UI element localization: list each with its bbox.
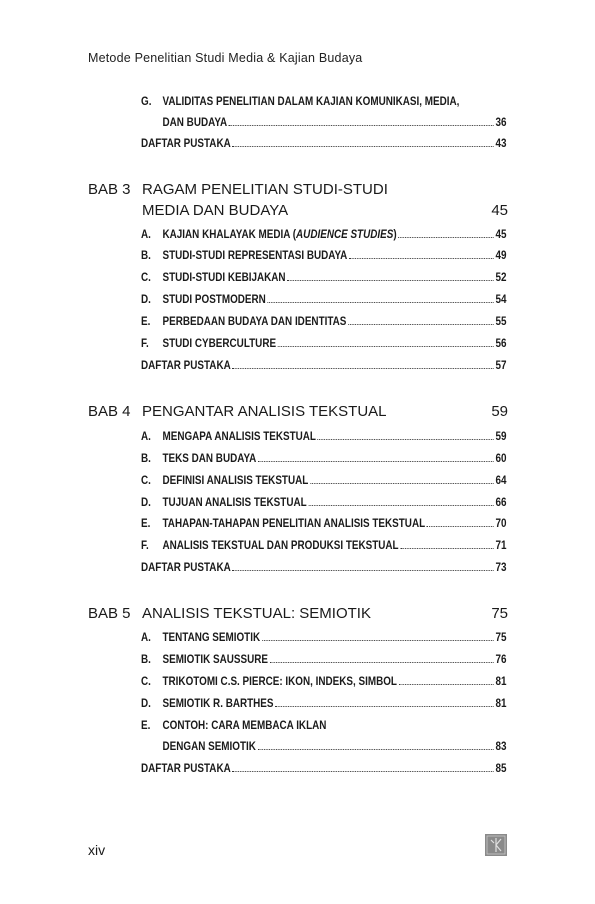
entry-letter: G.: [141, 96, 152, 108]
leader-dots: [258, 461, 494, 462]
entry-title: VALIDITAS PENELITIAN DALAM KAJIAN KOMUNIKASI, MEDIA,: [162, 96, 460, 108]
toc-entry-bibliography[interactable]: [141, 562, 507, 578]
chapter-label: BAB 3: [88, 181, 131, 198]
page-number: xiv: [88, 842, 106, 858]
leader-dots: [270, 662, 494, 663]
entry-page: 45: [495, 229, 507, 241]
toc-entry[interactable]: [141, 316, 507, 332]
entry-title: DAFTAR PUSTAKA: [141, 138, 231, 150]
chapter-title: RAGAM PENELITIAN STUDI-STUDI: [142, 181, 388, 198]
entry-title: TEKS DAN BUDAYA: [162, 453, 257, 465]
entry-title: SEMIOTIK R. BARTHES: [162, 698, 274, 710]
entry-page: 66: [495, 497, 507, 509]
entry-page: 52: [495, 272, 507, 284]
entry-page: 60: [495, 453, 507, 465]
entry-page: 76: [495, 654, 507, 666]
leader-dots: [287, 280, 493, 281]
entry-page: 71: [495, 540, 507, 552]
toc-entry[interactable]: [141, 475, 507, 491]
chapter-title: PENGANTAR ANALISIS TEKSTUAL: [142, 403, 387, 420]
entry-title: STUDI POSTMODERN: [162, 294, 266, 306]
entry-letter: E.: [141, 720, 151, 732]
toc-entry[interactable]: [141, 497, 507, 513]
entry-title: DAFTAR PUSTAKA: [141, 763, 231, 775]
toc-entry[interactable]: [141, 272, 507, 288]
entry-letter: A.: [141, 431, 151, 443]
leader-dots: [232, 570, 493, 571]
toc-entry[interactable]: [141, 250, 507, 266]
toc-entry-bibliography[interactable]: [141, 360, 507, 376]
entry-letter: B.: [141, 453, 151, 465]
entry-title: STUDI-STUDI KEBIJAKAN: [162, 272, 286, 284]
entry-page: 85: [495, 763, 507, 775]
entry-letter: C.: [141, 272, 151, 284]
chapter-label: BAB 4: [88, 403, 131, 420]
entry-title: MENGAPA ANALISIS TEKSTUAL: [162, 431, 316, 443]
leader-dots: [427, 526, 494, 527]
leader-dots: [348, 324, 494, 325]
toc-entry[interactable]: [141, 96, 507, 112]
entry-title-cont: DENGAN SEMIOTIK: [162, 741, 256, 753]
toc-entry[interactable]: [141, 431, 507, 447]
toc-entry[interactable]: [141, 338, 507, 354]
entry-title: ANALISIS TEKSTUAL DAN PRODUKSI TEKSTUAL: [162, 540, 399, 552]
chapter-page: 75: [491, 605, 508, 622]
entry-page: 73: [495, 562, 507, 574]
leader-dots: [262, 640, 494, 641]
chapter-title-line2: MEDIA DAN BUDAYA: [142, 202, 289, 219]
chapter-title: ANALISIS TEKSTUAL: SEMIOTIK: [142, 605, 371, 622]
toc-entry[interactable]: [141, 540, 507, 556]
entry-letter: E.: [141, 518, 151, 530]
entry-letter: C.: [141, 676, 151, 688]
entry-title-italic: AUDIENCE STUDIES: [296, 229, 394, 241]
entry-letter: A.: [141, 229, 151, 241]
chapter-page: 59: [491, 403, 508, 420]
entry-page: 43: [495, 138, 507, 150]
entry-title: TENTANG SEMIOTIK: [162, 632, 261, 644]
entry-title: CONTOH: CARA MEMBACA IKLAN: [162, 720, 327, 732]
leader-dots: [275, 706, 494, 707]
entry-title: DAFTAR PUSTAKA: [141, 360, 231, 372]
entry-letter: E.: [141, 316, 151, 328]
leader-dots: [349, 258, 494, 259]
entry-page: 64: [495, 475, 507, 487]
entry-page: 75: [495, 632, 507, 644]
entry-letter: D.: [141, 294, 151, 306]
toc-entry-bibliography[interactable]: [141, 763, 507, 779]
leader-dots: [232, 368, 493, 369]
entry-letter: D.: [141, 497, 151, 509]
entry-letter: D.: [141, 698, 151, 710]
entry-title: DEFINISI ANALISIS TEKSTUAL: [162, 475, 309, 487]
leader-dots: [232, 771, 493, 772]
entry-page: 83: [495, 741, 507, 753]
toc-entry[interactable]: [141, 676, 507, 692]
entry-page: 55: [495, 316, 507, 328]
toc-entry[interactable]: [141, 453, 507, 469]
entry-title: STUDI CYBERCULTURE: [162, 338, 277, 350]
toc-entry[interactable]: [141, 294, 507, 310]
leader-dots: [400, 548, 493, 549]
entry-title: PERBEDAAN BUDAYA DAN IDENTITAS: [162, 316, 347, 328]
entry-title: TRIKOTOMI C.S. PIERCE: IKON, INDEKS, SIMBOL: [162, 676, 397, 688]
entry-page: 56: [495, 338, 507, 350]
toc-entry[interactable]: [141, 518, 507, 534]
entry-letter: A.: [141, 632, 151, 644]
toc-entry-bibliography[interactable]: [141, 138, 507, 154]
toc-entry[interactable]: [141, 654, 507, 670]
entry-letter: B.: [141, 654, 151, 666]
chapter-page: 45: [491, 202, 508, 219]
toc-entry[interactable]: [141, 698, 507, 714]
entry-letter: F.: [141, 338, 149, 350]
entry-letter: C.: [141, 475, 151, 487]
entry-title-cont: DAN BUDAYA: [162, 117, 228, 129]
toc-entry-continuation[interactable]: [141, 741, 507, 757]
entry-title: KAJIAN KHALAYAK MEDIA (AUDIENCE STUDIES): [162, 229, 397, 241]
running-header: Metode Penelitian Studi Media & Kajian Budaya: [88, 51, 363, 65]
leader-dots: [398, 237, 493, 238]
toc-entry[interactable]: [141, 632, 507, 648]
leader-dots: [399, 684, 494, 685]
toc-entry[interactable]: [141, 229, 507, 245]
toc-entry-continuation[interactable]: [141, 117, 507, 133]
entry-page: 54: [495, 294, 507, 306]
leader-dots: [318, 439, 494, 440]
entry-page: 70: [495, 518, 507, 530]
publisher-logo-icon: [485, 834, 507, 856]
entry-title: TUJUAN ANALISIS TEKSTUAL: [162, 497, 307, 509]
entry-page: 59: [495, 431, 507, 443]
entry-title: TAHAPAN-TAHAPAN PENELITIAN ANALISIS TEKSTUAL: [162, 518, 426, 530]
entry-page: 49: [495, 250, 507, 262]
leader-dots: [258, 749, 494, 750]
entry-page: 81: [495, 698, 507, 710]
entry-page: 57: [495, 360, 507, 372]
leader-dots: [229, 125, 494, 126]
leader-dots: [310, 483, 494, 484]
leader-dots: [232, 146, 493, 147]
entry-page: 81: [495, 676, 507, 688]
entry-letter: F.: [141, 540, 149, 552]
leader-dots: [268, 302, 494, 303]
leader-dots: [308, 505, 493, 506]
entry-title: SEMIOTIK SAUSSURE: [162, 654, 269, 666]
entry-page: 36: [495, 117, 507, 129]
chapter-label: BAB 5: [88, 605, 131, 622]
leader-dots: [278, 346, 494, 347]
entry-title: DAFTAR PUSTAKA: [141, 562, 231, 574]
toc-entry[interactable]: [141, 720, 507, 736]
entry-title: STUDI-STUDI REPRESENTASI BUDAYA: [162, 250, 348, 262]
entry-letter: B.: [141, 250, 151, 262]
